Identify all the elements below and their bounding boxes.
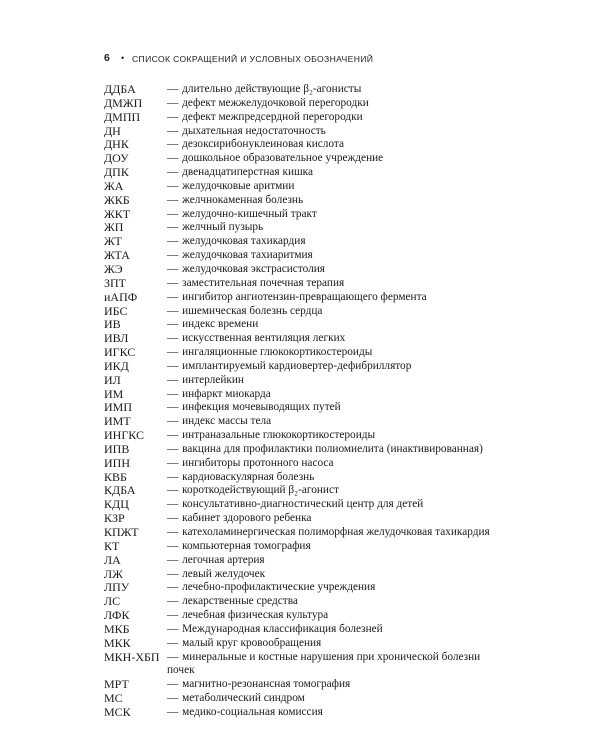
abbreviation-entry xyxy=(104,568,504,582)
definition-dash: — xyxy=(167,221,179,234)
abbreviation-term: ИМТ xyxy=(104,414,131,429)
abbreviation-definition xyxy=(167,388,505,402)
abbreviation-term: ДН xyxy=(104,123,121,138)
definition-text: лечебная физическая культура xyxy=(182,609,329,622)
definition-text: индекс времени xyxy=(182,318,259,331)
abbreviation-definition xyxy=(167,637,505,651)
abbreviation-definition xyxy=(167,498,505,512)
header-title: СПИСОК СОКРАЩЕНИЙ И УСЛОВНЫХ ОБОЗНАЧЕНИЙ xyxy=(132,53,374,64)
abbreviation-entry xyxy=(104,318,504,332)
definition-dash: — xyxy=(167,110,179,123)
abbreviation-term: ДНК xyxy=(104,137,129,152)
abbreviation-entry xyxy=(104,83,504,97)
abbreviation-definition xyxy=(167,471,505,485)
abbreviation-entry xyxy=(104,401,504,415)
abbreviation-definition xyxy=(167,415,505,429)
abbreviation-entry xyxy=(104,498,504,512)
abbreviation-entry xyxy=(104,249,504,263)
definition-dash: — xyxy=(167,539,179,552)
abbreviation-definition xyxy=(167,152,505,166)
abbreviation-definition xyxy=(167,138,505,152)
definition-text: интерлейкин xyxy=(182,373,244,386)
abbreviation-list xyxy=(104,83,504,720)
definition-text: катехоламинергическая полиморфная желудочковая тахикардия xyxy=(182,526,490,538)
definition-text: консультативно-диагностический центр для детей xyxy=(182,498,424,511)
definition-dash: — xyxy=(167,498,179,511)
definition-text: лекарственные средства xyxy=(182,595,298,608)
abbreviation-term: ИМП xyxy=(104,400,133,415)
running-header xyxy=(104,52,504,68)
definition-text: желудочковая тахикардия xyxy=(182,235,306,248)
abbreviation-entry xyxy=(104,166,504,180)
definition-dash: — xyxy=(167,484,179,497)
abbreviation-entry xyxy=(104,443,504,457)
abbreviation-term: ЗПТ xyxy=(104,275,127,290)
page-number: 6 xyxy=(104,52,111,64)
abbreviation-definition xyxy=(167,484,505,498)
abbreviation-term: ИМ xyxy=(104,386,124,401)
abbreviation-term: КДЦ xyxy=(104,497,129,512)
abbreviation-entry xyxy=(104,595,504,609)
abbreviation-entry xyxy=(104,346,504,360)
abbreviation-definition xyxy=(167,208,505,222)
definition-dash: — xyxy=(167,249,179,262)
definition-text: минеральные и костные нарушения при хронической болезни почек xyxy=(167,650,481,677)
definition-dash: — xyxy=(167,429,179,442)
definition-text: желчный пузырь xyxy=(182,221,264,234)
abbreviation-definition xyxy=(167,346,505,360)
abbreviation-definition xyxy=(167,166,505,180)
abbreviation-entry xyxy=(104,651,504,679)
abbreviation-term: КТ xyxy=(104,538,120,553)
definition-dash: — xyxy=(167,276,179,289)
definition-text: заместительная почечная терапия xyxy=(182,276,345,289)
abbreviation-definition xyxy=(167,221,505,235)
definition-dash: — xyxy=(167,553,179,566)
abbreviation-term: ДДБА xyxy=(104,82,136,96)
abbreviation-term: ДПК xyxy=(104,165,129,180)
abbreviation-term: ЖТА xyxy=(104,248,130,263)
definition-dash: — xyxy=(167,290,179,303)
abbreviation-term: ЖА xyxy=(104,178,124,193)
abbreviation-entry xyxy=(104,305,504,319)
definition-text: вакцина для профилактики полиомиелита (инактивированная) xyxy=(182,442,483,455)
abbreviation-entry xyxy=(104,471,504,485)
abbreviation-definition xyxy=(167,180,505,194)
abbreviation-term: КЗР xyxy=(104,511,125,526)
abbreviation-term: МКН-ХБП xyxy=(104,649,160,664)
abbreviation-term: ИГКС xyxy=(104,345,136,360)
abbreviation-definition xyxy=(167,83,505,97)
abbreviation-term: ЖП xyxy=(104,220,124,235)
abbreviation-definition xyxy=(167,360,505,374)
definition-dash: — xyxy=(167,124,179,137)
definition-dash: — xyxy=(167,456,179,469)
abbreviation-term: ДМЖП xyxy=(104,95,143,110)
abbreviation-term: КВБ xyxy=(104,469,127,484)
definition-text: имплантируемый кардиовертер-дефибриллятор xyxy=(182,359,412,372)
abbreviation-term: МРТ xyxy=(104,677,129,692)
abbreviation-entry xyxy=(104,540,504,554)
abbreviation-definition xyxy=(167,457,505,471)
abbreviation-entry xyxy=(104,97,504,111)
definition-dash: — xyxy=(167,235,179,248)
abbreviation-entry xyxy=(104,554,504,568)
definition-text: желудочковые аритмии xyxy=(182,179,295,192)
definition-dash: — xyxy=(167,387,179,400)
abbreviation-entry xyxy=(104,623,504,637)
abbreviation-entry xyxy=(104,263,504,277)
definition-text: ингибиторы протонного насоса xyxy=(182,456,334,469)
definition-dash: — xyxy=(167,622,179,635)
definition-dash: — xyxy=(167,678,179,691)
abbreviation-entry xyxy=(104,291,504,305)
abbreviation-entry xyxy=(104,484,504,498)
abbreviation-term: КПЖТ xyxy=(104,525,139,539)
definition-text: метаболический синдром xyxy=(182,692,305,705)
definition-dash: — xyxy=(167,692,179,705)
definition-text: искусственная вентиляция легких xyxy=(182,332,346,345)
definition-dash: — xyxy=(167,179,179,192)
abbreviation-definition xyxy=(167,111,505,125)
abbreviation-term: МКБ xyxy=(104,621,130,636)
abbreviation-term: иАПФ xyxy=(104,289,138,304)
abbreviation-term: ИПВ xyxy=(104,441,130,456)
abbreviation-term: ЛС xyxy=(104,594,121,609)
definition-dash: — xyxy=(167,581,179,594)
abbreviation-term: ЖКТ xyxy=(104,206,131,221)
abbreviation-entry xyxy=(104,706,504,720)
abbreviation-definition xyxy=(167,125,505,139)
definition-dash: — xyxy=(167,373,179,386)
definition-text: магнитно-резонансная томография xyxy=(182,678,351,691)
definition-dash: — xyxy=(167,359,179,372)
abbreviation-entry xyxy=(104,581,504,595)
abbreviation-entry xyxy=(104,235,504,249)
abbreviation-entry xyxy=(104,637,504,651)
definition-dash: — xyxy=(167,526,179,538)
definition-dash: — xyxy=(167,83,179,95)
definition-text: дефект межжелудочковой перегородки xyxy=(182,96,369,109)
definition-text: медико-социальная комиссия xyxy=(182,705,323,718)
abbreviation-definition xyxy=(167,374,505,388)
definition-text: дезоксирибонуклеиновая кислота xyxy=(182,138,344,151)
abbreviation-definition xyxy=(167,263,505,277)
definition-text: двенадцатиперстная кишка xyxy=(182,166,314,179)
abbreviation-entry xyxy=(104,457,504,471)
definition-dash: — xyxy=(167,415,179,428)
definition-text: легочная артерия xyxy=(182,553,265,566)
abbreviation-entry xyxy=(104,692,504,706)
abbreviation-entry xyxy=(104,208,504,222)
abbreviation-definition xyxy=(167,678,505,692)
abbreviation-term: ИЛ xyxy=(104,372,121,387)
abbreviation-definition xyxy=(167,291,505,305)
definition-dash: — xyxy=(167,650,179,663)
abbreviation-entry xyxy=(104,526,504,540)
abbreviation-entry xyxy=(104,125,504,139)
definition-text: дыхательная недостаточность xyxy=(182,124,326,137)
abbreviation-entry xyxy=(104,609,504,623)
definition-text: желудочковая экстрасистолия xyxy=(182,262,325,275)
abbreviation-definition xyxy=(167,249,505,263)
abbreviation-definition xyxy=(167,277,505,291)
definition-text: короткодействующий β₂-агонист xyxy=(182,484,339,497)
abbreviation-term: ИБС xyxy=(104,303,128,318)
abbreviation-entry xyxy=(104,374,504,388)
definition-text: ингаляционные глюкокортикостероиды xyxy=(182,346,373,359)
abbreviation-definition xyxy=(167,429,505,443)
abbreviation-entry xyxy=(104,415,504,429)
abbreviation-entry xyxy=(104,221,504,235)
abbreviation-definition xyxy=(167,512,505,526)
abbreviation-entry xyxy=(104,138,504,152)
definition-text: кардиоваскулярная болезнь xyxy=(182,470,315,483)
definition-dash: — xyxy=(167,96,179,109)
definition-dash: — xyxy=(167,346,179,359)
abbreviation-definition xyxy=(167,706,505,720)
abbreviation-entry xyxy=(104,194,504,208)
abbreviation-term: ЖЭ xyxy=(104,261,123,276)
abbreviation-term: ЛФК xyxy=(104,608,130,623)
abbreviation-term: ИНГКС xyxy=(104,428,144,443)
definition-text: интраназальные глюкокортикостероиды xyxy=(182,429,376,442)
definition-dash: — xyxy=(167,332,179,345)
abbreviation-entry xyxy=(104,388,504,402)
definition-dash: — xyxy=(167,304,179,317)
abbreviation-entry xyxy=(104,512,504,526)
definition-dash: — xyxy=(167,705,179,718)
definition-text: ингибитор ангиотензин-превращающего фермента xyxy=(182,290,427,303)
definition-text: желудочно-кишечный тракт xyxy=(182,207,317,220)
definition-dash: — xyxy=(167,401,179,414)
abbreviation-definition xyxy=(167,526,505,540)
abbreviation-definition xyxy=(167,305,505,319)
definition-dash: — xyxy=(167,567,179,580)
definition-dash: — xyxy=(167,470,179,483)
definition-text: инфаркт миокарда xyxy=(182,387,271,400)
abbreviation-definition xyxy=(167,692,505,706)
definition-dash: — xyxy=(167,152,179,165)
definition-text: кабинет здорового ребенка xyxy=(182,512,312,525)
abbreviation-term: ДОУ xyxy=(104,151,129,166)
abbreviation-entry xyxy=(104,111,504,125)
abbreviation-term: ИВЛ xyxy=(104,331,129,346)
abbreviation-term: КДБА xyxy=(104,483,136,498)
definition-dash: — xyxy=(167,442,179,455)
definition-dash: — xyxy=(167,262,179,275)
definition-text: индекс массы тела xyxy=(182,415,272,428)
definition-text: дефект межпредсердной перегородки xyxy=(182,110,363,123)
definition-text: длительно действующие β₂-агонисты xyxy=(182,83,362,95)
abbreviation-definition xyxy=(167,623,505,637)
abbreviation-term: МСК xyxy=(104,704,131,719)
abbreviation-term: ИВ xyxy=(104,317,121,332)
definition-text: Международная классификация болезней xyxy=(182,622,383,635)
abbreviation-term: ЛА xyxy=(104,552,121,567)
abbreviation-definition xyxy=(167,609,505,623)
abbreviation-definition xyxy=(167,443,505,457)
abbreviation-definition xyxy=(167,651,505,679)
abbreviation-definition xyxy=(167,540,505,554)
definition-dash: — xyxy=(167,636,179,649)
abbreviation-entry xyxy=(104,360,504,374)
definition-dash: — xyxy=(167,609,179,622)
abbreviation-definition xyxy=(167,568,505,582)
definition-text: лечебно-профилактические учреждения xyxy=(182,581,376,594)
abbreviation-definition xyxy=(167,318,505,332)
abbreviation-term: МКК xyxy=(104,635,131,650)
abbreviation-term: ЖКБ xyxy=(104,192,130,207)
definition-dash: — xyxy=(167,193,179,206)
abbreviation-entry xyxy=(104,678,504,692)
abbreviation-definition xyxy=(167,235,505,249)
abbreviation-entry xyxy=(104,277,504,291)
abbreviation-definition xyxy=(167,554,505,568)
abbreviation-definition xyxy=(167,401,505,415)
definition-dash: — xyxy=(167,318,179,331)
abbreviation-definition xyxy=(167,97,505,111)
abbreviation-definition xyxy=(167,194,505,208)
abbreviation-definition xyxy=(167,332,505,346)
abbreviation-term: МС xyxy=(104,691,123,706)
definition-text: компьютерная томография xyxy=(182,539,311,552)
abbreviation-term: ЛЖ xyxy=(104,566,123,581)
definition-text: ишемическая болезнь сердца xyxy=(182,304,323,317)
abbreviation-entry xyxy=(104,429,504,443)
definition-dash: — xyxy=(167,166,179,179)
definition-text: желчнокаменная болезнь xyxy=(182,193,304,206)
abbreviation-term: ИКД xyxy=(104,358,129,373)
definition-text: малый круг кровообращения xyxy=(182,636,322,649)
abbreviation-entry xyxy=(104,332,504,346)
definition-dash: — xyxy=(167,512,179,525)
definition-text: инфекция мочевыводящих путей xyxy=(182,401,341,414)
definition-dash: — xyxy=(167,207,179,220)
definition-text: желудочковая тахиаритмия xyxy=(182,249,313,262)
abbreviation-term: ЖТ xyxy=(104,234,122,249)
abbreviation-entry xyxy=(104,180,504,194)
abbreviation-term: ДМПП xyxy=(104,109,141,124)
definition-dash: — xyxy=(167,138,179,151)
definition-dash: — xyxy=(167,595,179,608)
abbreviation-term: ИПН xyxy=(104,455,130,470)
definition-text: левый желудочек xyxy=(182,567,266,580)
abbreviation-term: ЛПУ xyxy=(104,580,130,595)
header-bullet: • xyxy=(121,53,125,63)
abbreviation-definition xyxy=(167,595,505,609)
abbreviation-definition xyxy=(167,581,505,595)
definition-text: дошкольное образовательное учреждение xyxy=(182,152,384,165)
abbreviation-entry xyxy=(104,152,504,166)
